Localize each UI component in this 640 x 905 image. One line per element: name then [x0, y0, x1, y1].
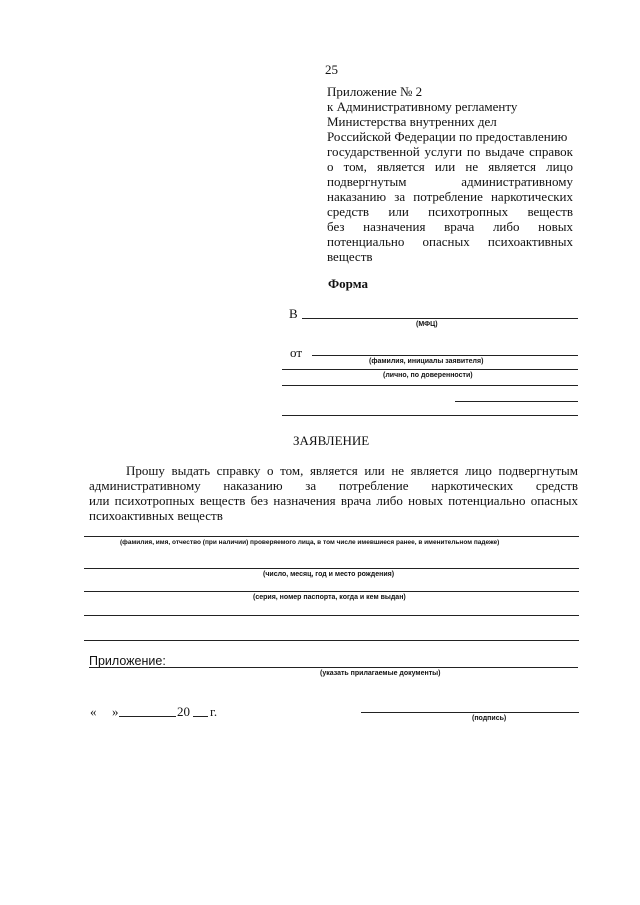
from-line-3[interactable] [282, 385, 578, 386]
appendix-line: о том, является или не является лицо [327, 159, 573, 174]
year-prefix: 20 [177, 704, 190, 719]
from-prefix: от [290, 345, 303, 360]
from-line[interactable] [312, 355, 578, 356]
passport-line[interactable] [84, 615, 579, 616]
year-suffix: г. [210, 704, 218, 719]
appendix-line: к Административному регламенту [327, 99, 518, 114]
mode-caption: (лично, по доверенности) [383, 372, 473, 379]
to-line[interactable] [302, 318, 578, 319]
birth-line[interactable] [84, 591, 579, 592]
to-caption: (МФЦ) [416, 321, 438, 328]
fio-line[interactable] [84, 536, 579, 537]
appendix-line: наказанию за потребление наркотических [327, 189, 573, 204]
passport-caption: (серия, номер паспорта, когда и кем выдан) [253, 594, 406, 601]
from-line-2[interactable] [282, 369, 578, 370]
statement-body [89, 463, 578, 523]
appendix-block [327, 84, 573, 264]
from-line-5[interactable] [282, 415, 578, 416]
birth-caption: (число, месяц, год и место рождения) [263, 571, 395, 578]
statement-line: психоактивных веществ [89, 508, 223, 523]
attachment-line[interactable] [89, 667, 578, 668]
appendix-line: Российской Федерации по предоставлению [327, 129, 568, 144]
page-number: 25 [325, 62, 338, 77]
appendix-line: без назначения врача либо новых [327, 219, 573, 234]
form-label: Форма [328, 276, 368, 291]
date-month-line[interactable] [119, 716, 176, 717]
date-open-quote: « [90, 704, 97, 719]
appendix-line: государственной услуги по выдаче справок [327, 144, 573, 159]
appendix-line: веществ [327, 249, 373, 264]
signature-line[interactable] [361, 712, 579, 713]
from-caption: (фамилия, инициалы заявителя) [369, 358, 484, 365]
appendix-line: потенциально опасных психоактивных [327, 234, 573, 249]
statement-line: или психотропных веществ без назначения врача либо новых потенциально опасных [89, 493, 578, 508]
attachment-label: Приложение: [89, 654, 166, 668]
statement-title: ЗАЯВЛЕНИЕ [293, 433, 370, 448]
fio-line-2[interactable] [84, 568, 579, 569]
date-close-quote: » [112, 704, 119, 719]
statement-line: административному наказанию за потребление наркотических средств [89, 478, 578, 493]
appendix-line: средств или психотропных веществ [327, 204, 573, 219]
fio-caption: (фамилия, имя, отчество (при наличии) проверяемого лица, в том числе имевшиеся ранее, в именительном падеже) [120, 539, 500, 546]
signature-caption: (подпись) [472, 715, 507, 722]
to-prefix: В [289, 306, 298, 321]
appendix-line: подвергнутым административному [327, 174, 573, 189]
from-line-4[interactable] [455, 401, 578, 402]
attachment-caption: (указать прилагаемые документы) [320, 670, 441, 677]
date-year-line[interactable] [193, 716, 208, 717]
passport-line-2[interactable] [84, 640, 579, 641]
appendix-title: Приложение № 2 [327, 84, 423, 99]
statement-line: Прошу выдать справку о том, является или не является лицо подвергнутым [126, 463, 578, 478]
appendix-line: Министерства внутренних дел [327, 114, 497, 129]
